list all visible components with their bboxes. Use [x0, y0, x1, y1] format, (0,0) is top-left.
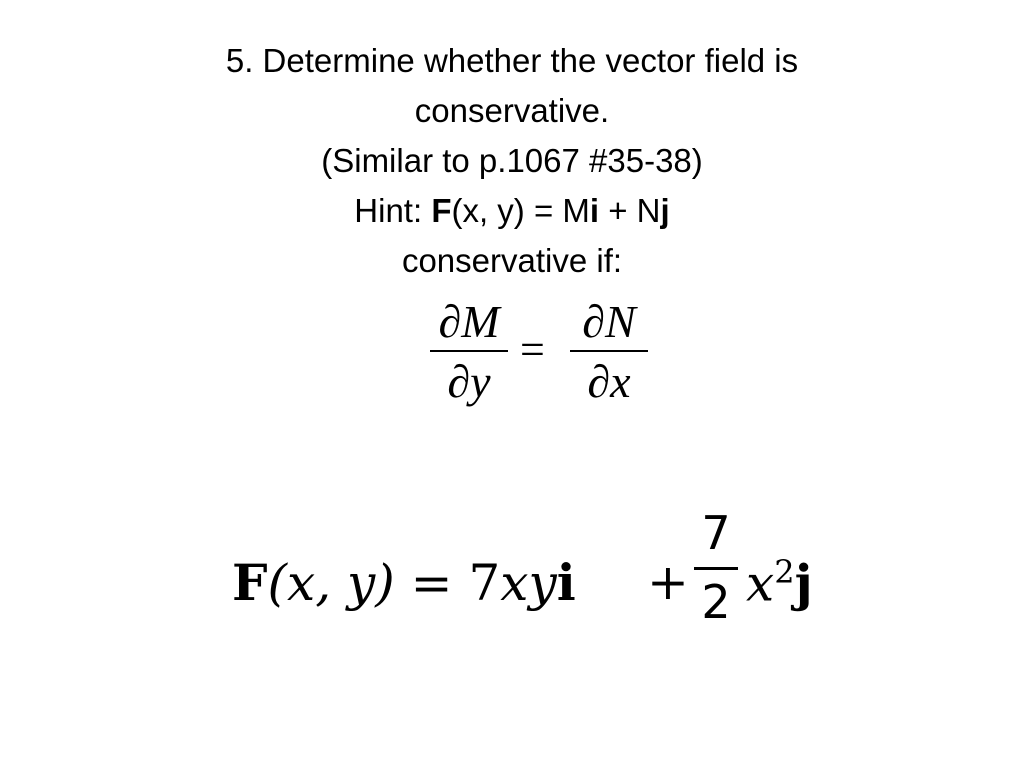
hint-i: i: [589, 192, 600, 229]
field-plus: +: [647, 553, 689, 611]
condition-equals: =: [520, 325, 545, 374]
field-i: i: [556, 553, 576, 612]
hint-j: j: [660, 192, 670, 229]
problem-line-2: conservative.: [414, 92, 610, 129]
rhs-fraction: [564, 296, 654, 416]
field-F: F: [232, 553, 268, 612]
problem-line-1: 5. Determine whether the vector field is: [225, 42, 799, 79]
lhs-fraction: [424, 296, 514, 416]
conservative-condition: [424, 296, 654, 426]
problem-reference: (Similar to p.1067 #35-38): [321, 142, 703, 179]
hint-label: Hint:: [354, 192, 432, 229]
field-j: j: [794, 553, 813, 613]
field-vars: xy: [500, 554, 557, 612]
lhs-numerator: ∂M: [438, 296, 500, 347]
hint-plus: + N: [599, 192, 661, 229]
field-coefficient: 7: [468, 554, 501, 612]
hint-line: [0, 186, 1024, 236]
rhs-denominator: ∂x: [587, 356, 631, 407]
fraction-denominator: 2: [701, 575, 731, 629]
problem-statement: [0, 36, 1024, 286]
field-rhs: [746, 553, 813, 613]
field-x: x: [746, 554, 775, 613]
lhs-denominator: ∂y: [447, 356, 491, 407]
fraction-numerator: 7: [701, 506, 731, 560]
field-lhs: [232, 553, 576, 612]
hint-args: (x, y) = M: [451, 192, 590, 229]
rhs-numerator: ∂N: [582, 296, 636, 347]
field-fraction: [690, 505, 742, 630]
fraction-bar: [694, 567, 738, 570]
field-exponent: 2: [774, 553, 795, 591]
hint-F: F: [431, 192, 452, 229]
field-equals: =: [394, 554, 469, 612]
condition-intro: conservative if:: [401, 242, 623, 279]
field-args: (x, y): [267, 554, 395, 612]
vector-field-equation: [232, 505, 852, 655]
